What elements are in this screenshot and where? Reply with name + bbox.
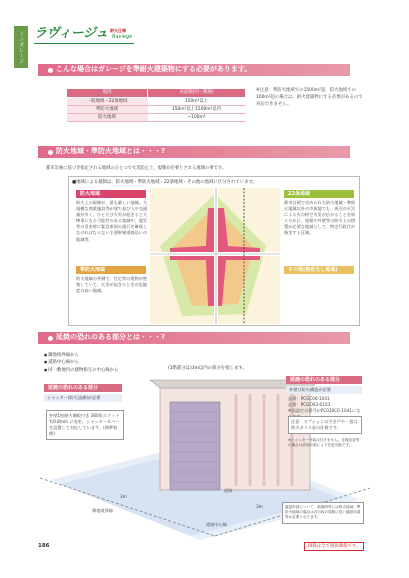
table-cell: ~100m² [148, 114, 246, 122]
bouka-label: 防火地域 [76, 190, 146, 198]
section1-title: こんな場合はガレージを準耐火建築物にする必要があります。 [56, 65, 252, 74]
table-cell: 150m²以上1500m²以内 [148, 106, 246, 114]
road-label: 道路 [224, 488, 233, 493]
22-label: 22条地域 [284, 190, 354, 198]
price-note: 価格は全て税抜価格です。 [304, 542, 364, 551]
table-cell: 防火地域 [67, 114, 148, 122]
table-cell: 150m²以上 [148, 98, 246, 106]
right-callout-note2: ※シャッター外装は付きません。仕様変更等の場合は設計計画により変更可能です。 [288, 438, 360, 448]
brand-subtitle: 耐火仕様 [110, 28, 126, 33]
requirement-table [66, 88, 246, 122]
section2-banner [38, 146, 350, 158]
right-callout-note1: 注意：オプションの引き戸や・窓は防火ガラス金の仕様です。 [288, 416, 362, 434]
jun-text: 防火地域の外側で、住宅等の建物が密集していて、火災が起きたときの危険度の高い地域。 [76, 276, 148, 294]
banner-dot-icon [48, 336, 53, 341]
category-side-tab: ミニガレージ [14, 26, 28, 68]
table-row [67, 106, 246, 114]
garage-shutter [170, 402, 220, 490]
left-callout-label: 延焼の恐れのある部分 [44, 384, 122, 392]
distance-callout: (1階部分は)3m以内の部分を指します。 [168, 366, 247, 371]
section1-note: ※注意：準防火地域での1500m²超、防火地域での100m²超の場合は、耐火建築物にする必要があるので対応できません。 [256, 88, 363, 107]
section2-title: 防火地域・準防火地域とは・・・? [56, 147, 166, 156]
brand-name: ラヴィージュ [34, 26, 108, 41]
boundary-label: 隣地境界線 [92, 508, 113, 513]
zone-map-heading: ■地域による規制は、防火地域・準防火地域・22条地域・その他の地域に区分されています。 [72, 180, 258, 185]
brand-english: Raviege [112, 34, 133, 40]
distance-3m-left: 3m [120, 494, 127, 499]
table-cell: 一般地域・22条地域 [67, 98, 148, 106]
spec-line: 品番：PCGC06-1041 [288, 396, 330, 401]
table-row [67, 98, 246, 106]
list-item: ● 道路中心線から [44, 359, 118, 366]
distance-3m-right: 3m [256, 504, 263, 509]
zone-map-illustration [150, 188, 280, 324]
brand-underline [34, 43, 134, 44]
banner-dot-icon [48, 150, 53, 155]
right-callout-label: 延焼の恐れのある部分 [286, 376, 362, 384]
spec-line: 品番：PCGCN3-0103 [288, 402, 331, 408]
table-row [67, 114, 246, 122]
page-number: 186 [38, 543, 50, 549]
table-header: 床面積(同一敷地) [148, 89, 246, 98]
brand-logo [34, 26, 134, 42]
jun-label: 準防火地域 [76, 266, 146, 274]
bouka-text: 防火上の規制が、最も厳しい地域。大規模な商業施設等が建ち並び人や交通量が多く、ひとたび火災が起きると大惨事になる可能性のある地域や、震災等の災害時に緊急車両の通行を確保しなければならない主要幹線道路沿いの地域等。 [76, 200, 148, 242]
section3-banner [38, 332, 350, 344]
list-item: ● 隣地境界線から [44, 352, 118, 359]
left-callout-sub: シャッター(防火設備)が必要 [44, 394, 122, 402]
road-center-label: 道路中心線 [206, 522, 227, 527]
table-header: 地域 [67, 89, 148, 98]
other-label: その他(指定なし地域) [284, 266, 354, 274]
section3-title: 延焼の恐れのある部分とは・・・? [56, 333, 166, 342]
22-text: 都市計画で定められた防火地域・準防火地域以外の市街地でも、周辺の火災による火の粉で火災が広がることを防ぐために、屋根や外壁等の防火上の措置が必要な地域として、特定行政庁が指定する区域。 [284, 200, 356, 236]
application-note: 確認申請について 新築時等には防火地域、準防火地域の場合は各行政の規制に従い確認申請等が必要となります。 [282, 502, 364, 524]
banner-dot-icon [48, 68, 53, 73]
left-callout-text: 外壁1枚耐火鋼板付き 360角スラット有0.8mm に変更。シャッターカバーを設置して対応しています。(標準装備) [46, 410, 124, 440]
right-callout-sub: 外壁は防火構造が必要 [286, 386, 362, 394]
section1-banner [38, 64, 350, 76]
spec-line: ※国認定の番号がPC030C6-1041にな [288, 408, 361, 414]
section2-intro: 都市計画に基づき指定される地域のひとつで火災防止上、規制が必要とされる地域の事です。 [46, 166, 227, 171]
table-cell: 準防火地域 [67, 106, 148, 114]
list-item: ● 同一敷地内の建物相互の中心線から [44, 367, 118, 374]
